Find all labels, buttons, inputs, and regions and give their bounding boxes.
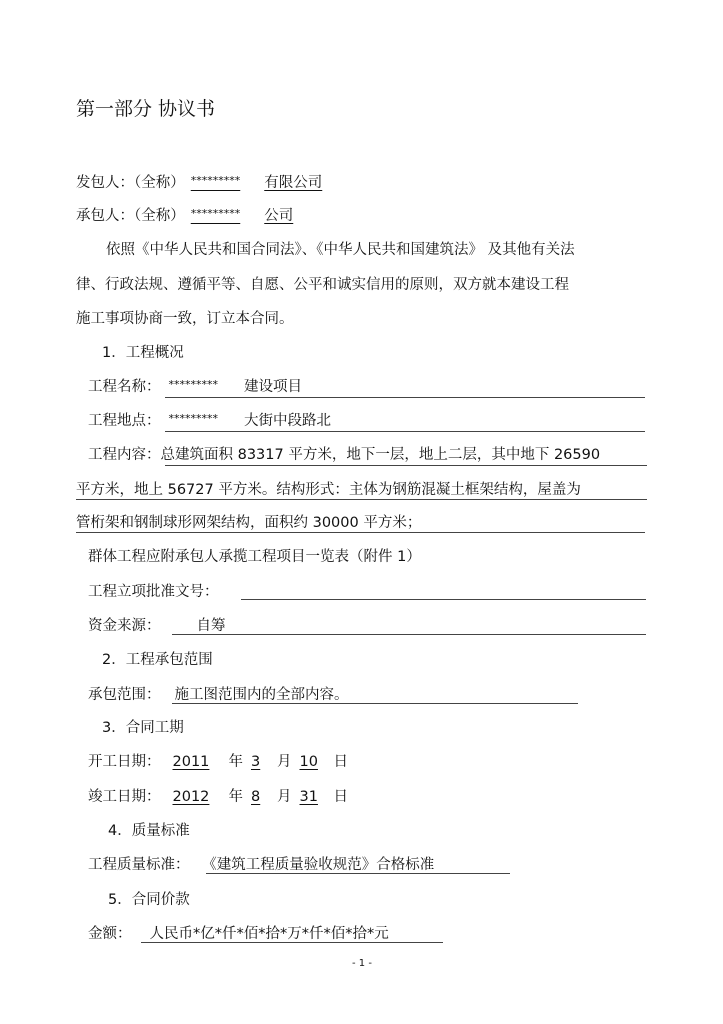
amount-value: 人民币*亿*仟*佰*拾*万*仟*佰*拾*元 bbox=[149, 926, 389, 942]
end-date-line bbox=[88, 788, 348, 806]
scope-underline bbox=[172, 703, 578, 704]
amount-line bbox=[88, 925, 389, 943]
section-4-heading: 4．质量标准 bbox=[108, 823, 190, 839]
end-day-unit: 日 bbox=[333, 789, 348, 805]
project-content-underline-1 bbox=[165, 465, 647, 466]
group-project-line: 群体工程应附承包人承揽工程项目一览表（附件 1） bbox=[88, 549, 421, 565]
end-month: 8 bbox=[251, 789, 261, 805]
intro-line-2: 律、行政法规、遵循平等、自愿、公平和诚实信用的原则，双方就本建设工程 bbox=[76, 277, 569, 293]
contractor-field bbox=[191, 207, 311, 226]
start-date-label: 开工日期： bbox=[88, 754, 161, 770]
project-content-line-2: 平方米，地上 56727 平方米。结构形式：主体为钢筋混凝土框架结构，屋盖为 bbox=[76, 482, 581, 498]
start-year-unit: 年 bbox=[228, 754, 243, 770]
start-day-unit: 日 bbox=[333, 754, 348, 770]
project-name-value: 建设项目 bbox=[244, 379, 302, 395]
scope-label: 承包范围： bbox=[88, 687, 161, 703]
section-5-heading: 5．合同价款 bbox=[108, 892, 190, 908]
project-location-label: 工程地点： bbox=[88, 413, 161, 429]
amount-label: 金额： bbox=[88, 926, 132, 942]
project-location-underline bbox=[165, 431, 645, 432]
project-location-value: 大街中段路北 bbox=[244, 413, 331, 429]
start-month: 3 bbox=[251, 754, 261, 770]
funding-underline bbox=[172, 634, 646, 635]
contractor-stars: ********* bbox=[190, 207, 241, 220]
start-month-unit: 月 bbox=[277, 754, 292, 770]
amount-underline bbox=[141, 942, 443, 943]
employer-label: 发包人：（全称） bbox=[76, 175, 185, 191]
page-title: 第一部分 协议书 bbox=[76, 98, 216, 120]
intro-line-3: 施工事项协商一致，订立本合同。 bbox=[76, 311, 294, 327]
project-content-label: 工程内容： bbox=[88, 447, 161, 463]
employer-stars: ********* bbox=[190, 174, 241, 187]
project-location-line bbox=[88, 412, 331, 431]
funding-line bbox=[88, 617, 226, 635]
funding-value: 自筹 bbox=[196, 618, 226, 634]
scope-value: 施工图范围内的全部内容。 bbox=[174, 687, 349, 703]
quality-value: 《建筑工程质量验收规范》合格标准 bbox=[209, 857, 435, 873]
end-year: 2012 bbox=[172, 789, 210, 805]
section-2-heading: 2．工程承包范围 bbox=[102, 652, 213, 668]
page-number: - 1 - bbox=[352, 958, 372, 969]
project-content-underline-3 bbox=[76, 532, 645, 533]
quality-label: 工程质量标准： bbox=[88, 857, 190, 873]
quality-underline bbox=[206, 873, 510, 874]
project-content-line-1 bbox=[88, 446, 600, 464]
start-date-line bbox=[88, 753, 348, 771]
start-year: 2011 bbox=[172, 754, 210, 770]
section-1-heading: 1．工程概况 bbox=[102, 345, 184, 361]
end-month-unit: 月 bbox=[277, 789, 292, 805]
quality-line bbox=[88, 856, 434, 874]
start-day: 10 bbox=[299, 754, 318, 770]
employer-value: 有限公司 bbox=[264, 175, 323, 191]
intro-line-1: 依照《中华人民共和国合同法》、《中华人民共和国建筑法》 及其他有关法 bbox=[106, 242, 575, 258]
project-name-line bbox=[88, 378, 302, 397]
project-content-underline-2 bbox=[76, 499, 647, 500]
employer-field bbox=[191, 174, 341, 193]
contractor-line bbox=[76, 207, 311, 226]
contractor-value: 公司 bbox=[264, 208, 294, 224]
section-3-heading: 3．合同工期 bbox=[102, 720, 184, 736]
approval-underline bbox=[241, 599, 646, 600]
employer-line bbox=[76, 174, 341, 193]
project-name-stars: ********* bbox=[168, 378, 218, 391]
approval-label: 工程立项批准文号： bbox=[88, 584, 219, 600]
end-date-label: 竣工日期： bbox=[88, 789, 161, 805]
end-day: 31 bbox=[299, 789, 318, 805]
approval-line bbox=[88, 583, 219, 601]
contractor-label: 承包人：（全称） bbox=[76, 208, 185, 224]
project-content-line-3: 管桁架和钢制球形网架结构，面积约 30000 平方米； bbox=[76, 515, 422, 531]
funding-label: 资金来源： bbox=[88, 618, 161, 634]
end-year-unit: 年 bbox=[228, 789, 243, 805]
project-name-label: 工程名称： bbox=[88, 379, 161, 395]
project-location-stars: ********* bbox=[168, 412, 218, 425]
scope-line bbox=[88, 686, 349, 704]
project-content-text-1: 总建筑面积 83317 平方米，地下一层，地上二层，其中地下 26590 bbox=[160, 447, 601, 463]
project-name-underline bbox=[165, 397, 645, 398]
